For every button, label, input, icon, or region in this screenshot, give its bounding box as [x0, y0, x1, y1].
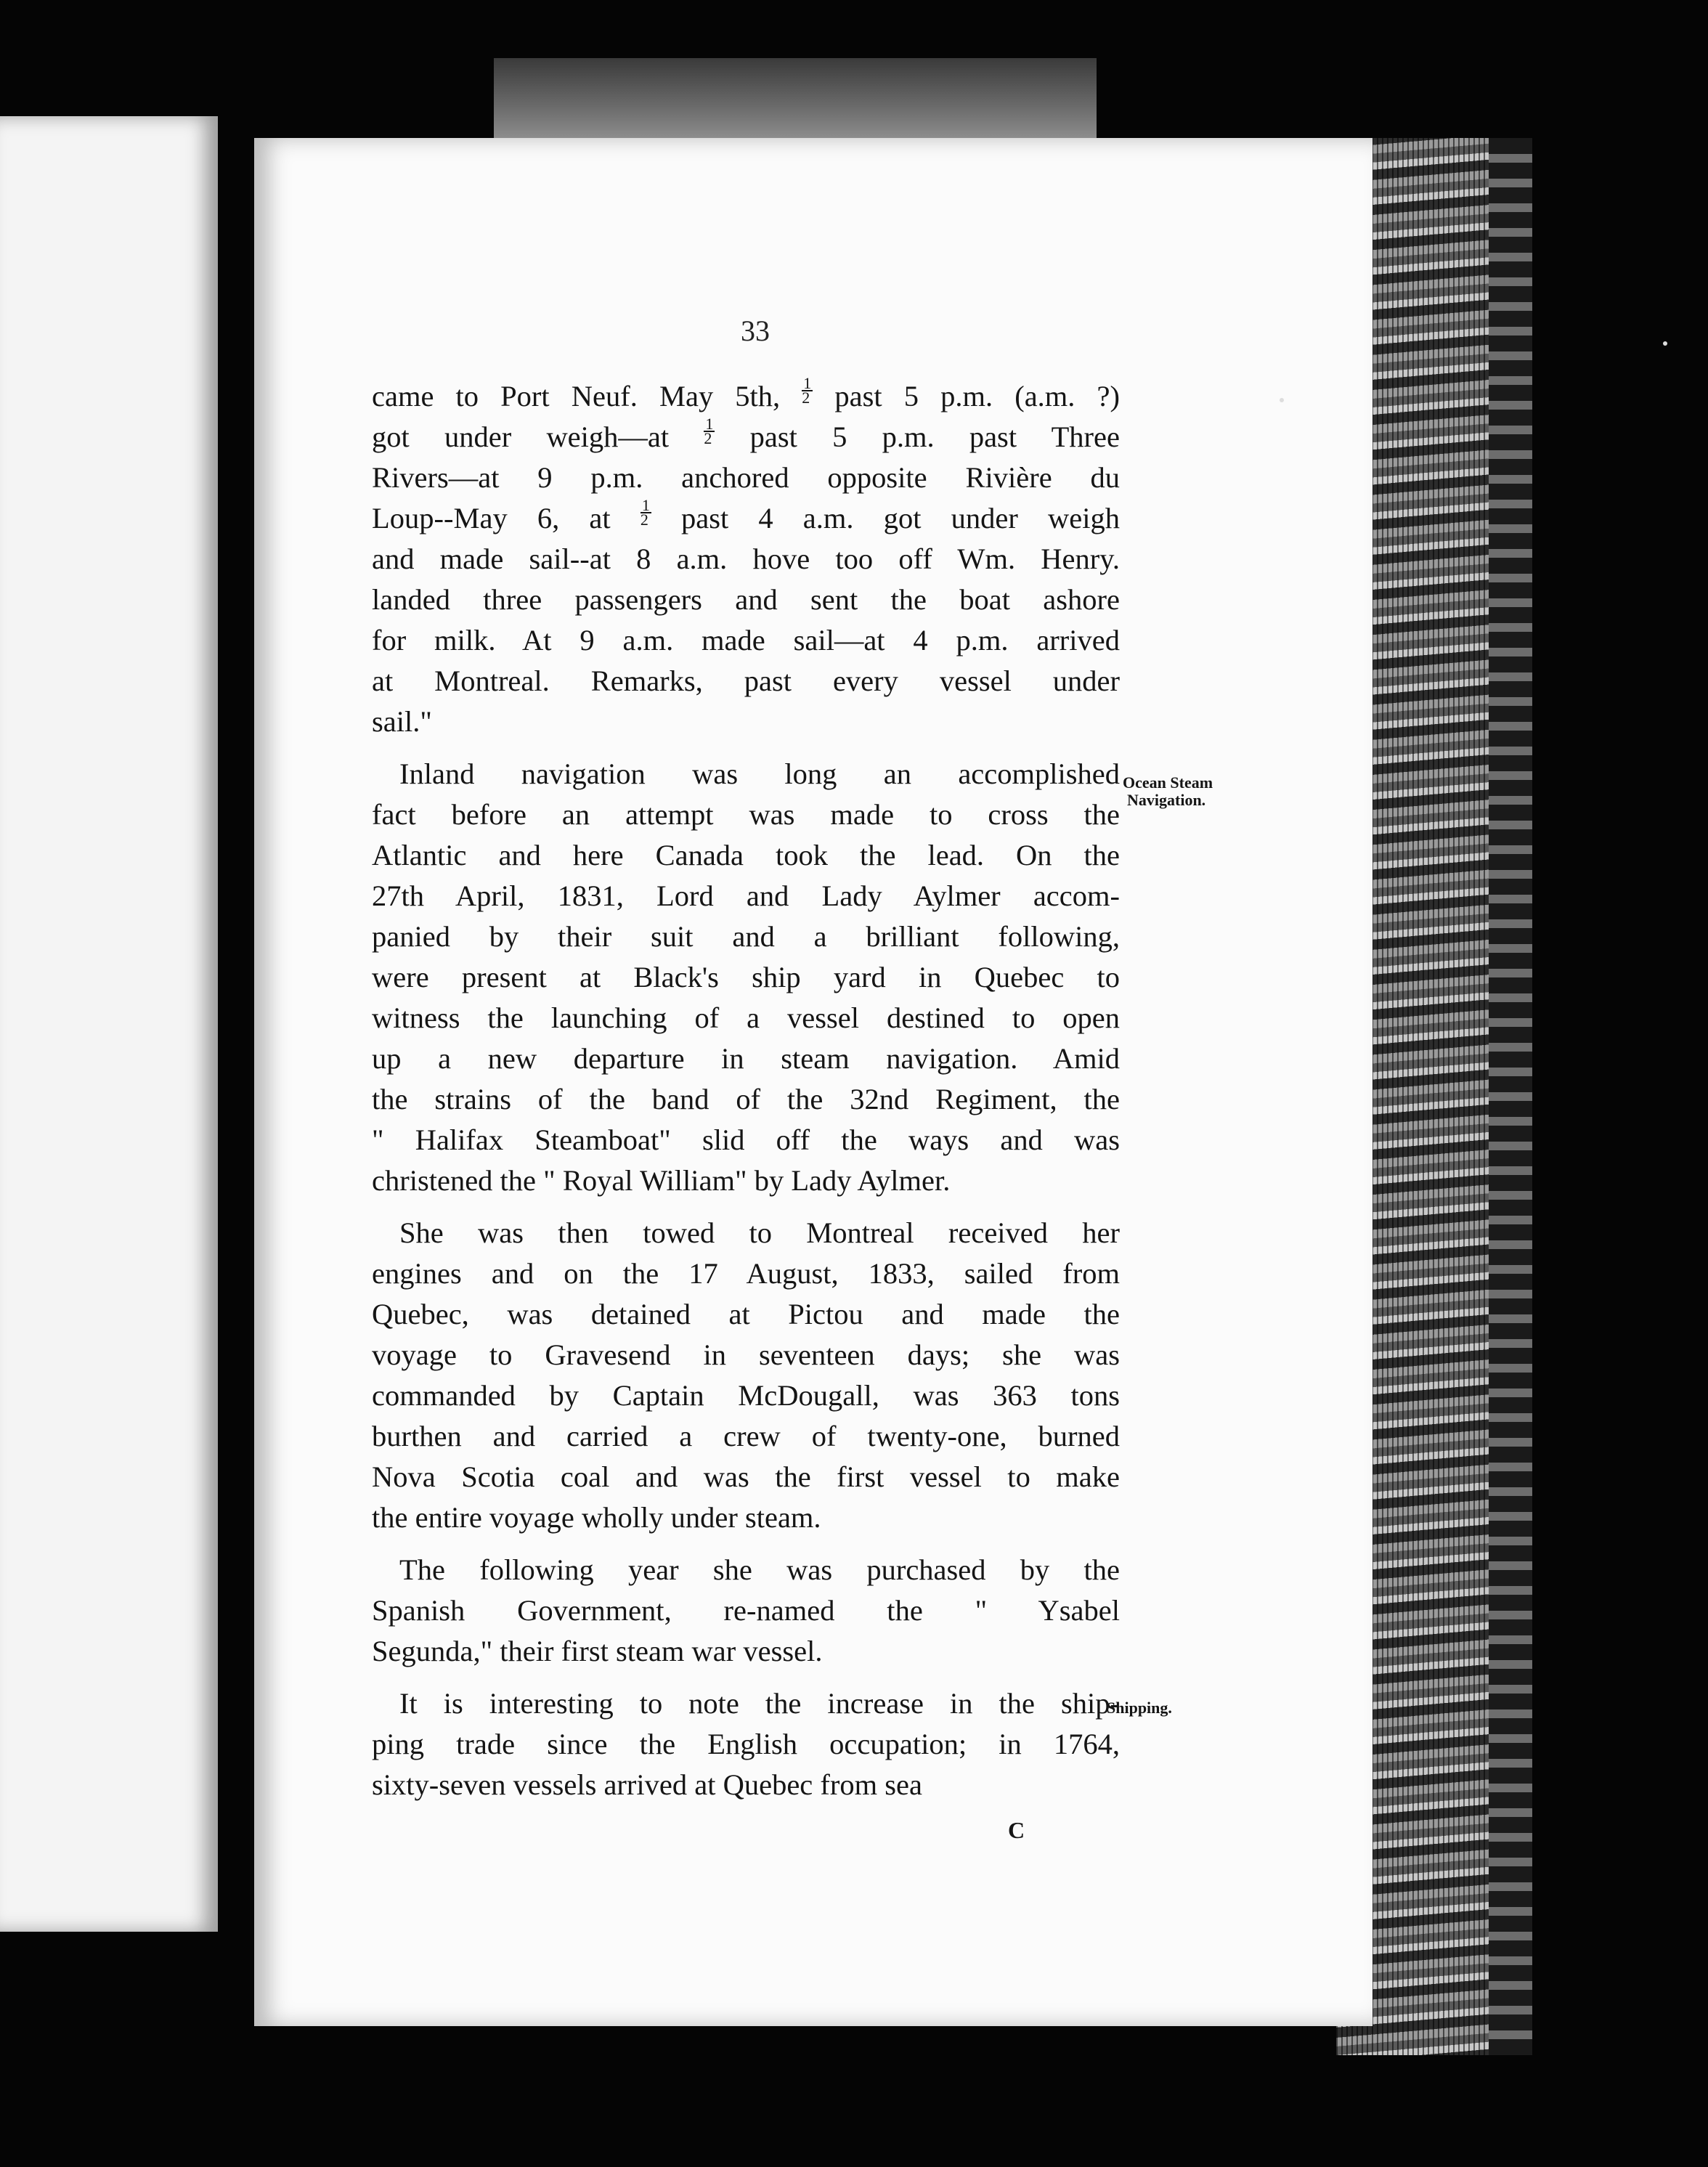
sidenote-shipping: Shipping. [1107, 1699, 1172, 1717]
speck [1280, 398, 1284, 402]
scanner-background-strip [494, 58, 1097, 138]
facing-page-edge [0, 116, 218, 1932]
text-line: the strains of the band of the 32nd Regiment, the [372, 1083, 1120, 1115]
text-line: for milk. At 9 a.m. made sail—at 4 p.m. arrived [372, 624, 1120, 656]
text-line: Atlantic and here Canada took the lead. On the [372, 839, 1120, 871]
paragraph [372, 1550, 1120, 1672]
text-line: It is interesting to note the increase in the ship- [399, 1687, 1120, 1720]
text-line: came to Port Neuf. May 5th, $\frac{1}{2}$ past 5 p.m. (a.m. ?) [372, 374, 1120, 412]
signature-mark: C [1008, 1817, 1025, 1843]
text-line: witness the launching of a vessel destined to open [372, 1001, 1120, 1034]
text-line: She was then towed to Montreal received her [399, 1216, 1120, 1249]
text-line: fact before an attempt was made to cross the [372, 798, 1120, 831]
text-line: Loup--May 6, at $\frac{1}{2}$ past 4 a.m. got under weigh [372, 496, 1120, 534]
text-line: Segunda," their first steam war vessel. [372, 1635, 823, 1667]
paragraph [372, 376, 1120, 742]
paragraph-gap [372, 1672, 1120, 1683]
sidenote-line: Ocean Steam [1123, 773, 1213, 792]
text-line: " Halifax Steamboat" slid off the ways and was [372, 1123, 1120, 1156]
fraction-half: $\frac{1}{2}$ [640, 496, 650, 529]
paragraph-gap [372, 1538, 1120, 1550]
text-line: commanded by Captain McDougall, was 363 tons [372, 1379, 1120, 1412]
page-edges-shadow [1489, 138, 1532, 2055]
text-line: Quebec, was detained at Pictou and made the [372, 1298, 1120, 1330]
paragraph [372, 1683, 1120, 1805]
text-line: sixty-seven vessels arrived at Quebec from sea [372, 1768, 922, 1801]
fraction-half: $\frac{1}{2}$ [704, 415, 714, 447]
text-line: and made sail--at 8 a.m. hove too off Wm. Henry. [372, 542, 1120, 575]
text-line: Inland navigation was long an accomplished [399, 757, 1120, 790]
paragraph-gap [372, 1201, 1120, 1213]
text-line: voyage to Gravesend in seventeen days; she was [372, 1338, 1120, 1371]
text-line: the entire voyage wholly under steam. [372, 1501, 821, 1534]
sidenote-line: Navigation. [1127, 791, 1206, 809]
page-number: 33 [741, 314, 770, 347]
speck [1663, 341, 1667, 346]
body-text [372, 376, 1120, 1805]
paragraph-gap [372, 742, 1120, 754]
paragraph [372, 1213, 1120, 1538]
text-line: engines and on the 17 August, 1833, sailed from [372, 1257, 1120, 1290]
fraction-half: $\frac{1}{2}$ [802, 374, 812, 407]
text-line: 27th April, 1831, Lord and Lady Aylmer accom- [372, 879, 1120, 912]
text-line: ping trade since the English occupation; in 1764, [372, 1728, 1120, 1760]
sidenote-ocean-steam-navigation [1123, 774, 1213, 809]
text-line: Spanish Government, re-named the " Ysabel [372, 1594, 1120, 1627]
text-line: landed three passengers and sent the boat ashore [372, 583, 1120, 616]
text-line: were present at Black's ship yard in Quebec to [372, 961, 1120, 993]
text-line: christened the " Royal William" by Lady Aylmer. [372, 1164, 951, 1197]
text-line: burthen and carried a crew of twenty-one, burned [372, 1420, 1120, 1452]
text-line: Nova Scotia coal and was the first vessel to make [372, 1460, 1120, 1493]
text-line: panied by their suit and a brilliant following, [372, 920, 1120, 953]
text-line: sail." [372, 705, 432, 738]
text-line: got under weigh—at $\frac{1}{2}$ past 5 p.m. past Three [372, 415, 1120, 453]
text-line: The following year she was purchased by the [399, 1553, 1120, 1586]
paragraph [372, 754, 1120, 1201]
text-line: at Montreal. Remarks, past every vessel under [372, 664, 1120, 697]
text-line: up a new departure in steam navigation. Amid [372, 1042, 1120, 1075]
text-line: Rivers—at 9 p.m. anchored opposite Rivière du [372, 461, 1120, 494]
